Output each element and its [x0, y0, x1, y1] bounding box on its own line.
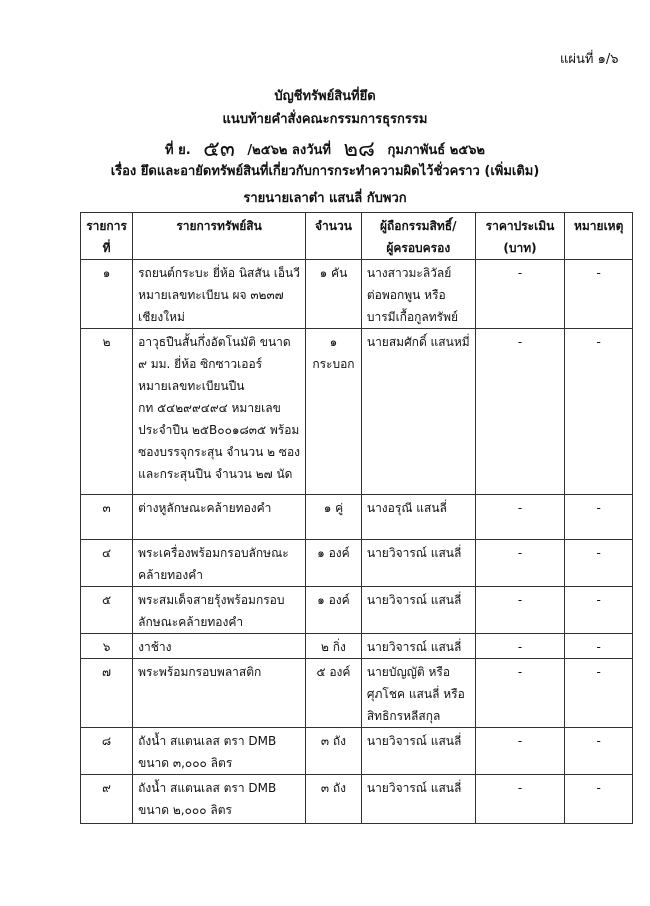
column-header-owner: ผู้ถือกรรมสิทธิ์/ ผู้ครอบครอง — [361, 213, 475, 260]
cell-asset: ถังน้ำ สแตนเลส ตรา DMB ขนาด ๒,๐๐๐ ลิตร — [133, 775, 306, 824]
cell-appraised-price: - — [475, 540, 565, 587]
cell-item-no: ๙ — [81, 775, 133, 824]
cell-remarks: - — [565, 728, 633, 775]
cell-quantity: ๓ ถัง — [306, 775, 362, 824]
cell-remarks: - — [565, 659, 633, 728]
cell-owner: นายวิจารณ์ แสนลี่ — [361, 540, 475, 587]
cell-appraised-price: - — [475, 775, 565, 824]
cell-item-no: ๓ — [81, 495, 133, 540]
cell-asset: ต่างหูลักษณะคล้ายทองคำ — [133, 495, 306, 540]
page-number: แผ่นที่ ๑/๖ — [560, 52, 619, 67]
cell-appraised-price: - — [475, 495, 565, 540]
cell-remarks: - — [565, 495, 633, 540]
cell-appraised-price: - — [475, 728, 565, 775]
column-header-item-no: รายการ ที่ — [81, 213, 133, 260]
cell-asset: อาวุธปืนสั้นกึ่งอัตโนมัติ ขนาด ๙ มม. ยี่ห้อ ซิกซาวเออร์ หมายเลขทะเบียนปืน กท ๕๔๒๙๙๔๙๔ หมายเลข ประจำปืน ๒๕B๐๐๑๘๓๕ พร้อม ซองบรรจุกระสุน จำนวน ๒ ซอง และกระสุนปืน จำนวน ๒๗ นัด — [133, 329, 306, 495]
document-title: บัญชีทรัพย์สินที่ยึด — [274, 89, 376, 104]
cell-quantity: ๑ กระบอก — [306, 329, 362, 495]
table-header-row — [81, 213, 633, 260]
cell-asset: งาช้าง — [133, 634, 306, 659]
cell-appraised-price: - — [475, 260, 565, 329]
case-name: รายนายเลาต๋า แสนลี่ กับพวก — [243, 191, 407, 206]
order-month-year: กุมภาพันธ์ ๒๕๖๒ — [387, 143, 485, 158]
cell-item-no: ๗ — [81, 659, 133, 728]
order-prefix: ที่ ย. — [164, 143, 191, 158]
cell-appraised-price: - — [475, 587, 565, 634]
cell-quantity: ๓ ถัง — [306, 728, 362, 775]
cell-remarks: - — [565, 587, 633, 634]
cell-item-no: ๒ — [81, 329, 133, 495]
cell-appraised-price: - — [475, 659, 565, 728]
table-row — [81, 587, 633, 634]
seized-assets-table — [80, 212, 633, 824]
cell-remarks: - — [565, 329, 633, 495]
column-header-remarks: หมายเหตุ — [565, 213, 633, 260]
column-header-quantity: จำนวน — [306, 213, 362, 260]
cell-quantity: ๑ องค์ — [306, 540, 362, 587]
cell-quantity: ๑ องค์ — [306, 587, 362, 634]
cell-owner: นายสมศักดิ์ แสนหมี่ — [361, 329, 475, 495]
cell-item-no: ๖ — [81, 634, 133, 659]
table-row — [81, 728, 633, 775]
cell-item-no: ๕ — [81, 587, 133, 634]
cell-quantity: ๑ คู่ — [306, 495, 362, 540]
cell-owner: นายวิจารณ์ แสนลี่ — [361, 775, 475, 824]
cell-owner: นายวิจารณ์ แสนลี่ — [361, 587, 475, 634]
cell-item-no: ๑ — [81, 260, 133, 329]
cell-appraised-price: - — [475, 634, 565, 659]
cell-owner: นายวิจารณ์ แสนลี่ — [361, 728, 475, 775]
cell-owner: นายวิจารณ์ แสนลี่ — [361, 634, 475, 659]
order-year: /๒๕๖๒ ลงวันที่ — [247, 143, 331, 158]
cell-remarks: - — [565, 260, 633, 329]
column-header-appraised-price: ราคาประเมิน (บาท) — [475, 213, 565, 260]
cell-remarks: - — [565, 634, 633, 659]
table-row — [81, 260, 633, 329]
cell-asset: รถยนต์กระบะ ยี่ห้อ นิสสัน เอ็นวี หมายเลขทะเบียน ผจ ๓๒๓๗ เชียงใหม่ — [133, 260, 306, 329]
cell-quantity: ๑ คัน — [306, 260, 362, 329]
cell-owner: นายบัญญัติ หรือ ศุภโชค แสนลี่ หรือ สิทธิกรหลีสกุล — [361, 659, 475, 728]
table-row — [81, 659, 633, 728]
cell-quantity: ๕ องค์ — [306, 659, 362, 728]
cell-owner: นางสาวมะลิวัลย์ ต่อพอกพูน หรือ บารมีเกื้อกูลทรัพย์ — [361, 260, 475, 329]
cell-quantity: ๒ กิ่ง — [306, 634, 362, 659]
document-subject: เรื่อง ยึดและอายัดทรัพย์สินที่เกี่ยวกับการกระทำความผิดไว้ชั่วคราว (เพิ่มเติม) — [110, 164, 540, 179]
order-number: ๕๓ — [203, 137, 235, 162]
cell-remarks: - — [565, 775, 633, 824]
table-row — [81, 495, 633, 540]
cell-remarks: - — [565, 540, 633, 587]
cell-asset: พระสมเด็จสายรุ้งพร้อมกรอบ ลักษณะคล้ายทองคำ — [133, 587, 306, 634]
cell-appraised-price: - — [475, 329, 565, 495]
table-row — [81, 634, 633, 659]
table-row — [81, 775, 633, 824]
cell-asset: พระเครื่องพร้อมกรอบลักษณะ คล้ายทองคำ — [133, 540, 306, 587]
column-header-asset: รายการทรัพย์สิน — [133, 213, 306, 260]
cell-owner: นางอรุณี แสนลี่ — [361, 495, 475, 540]
cell-asset: พระพร้อมกรอบพลาสติก — [133, 659, 306, 728]
cell-item-no: ๘ — [81, 728, 133, 775]
table-row — [81, 329, 633, 495]
cell-asset: ถังน้ำ สแตนเลส ตรา DMB ขนาด ๓,๐๐๐ ลิตร — [133, 728, 306, 775]
cell-item-no: ๔ — [81, 540, 133, 587]
table-row — [81, 540, 633, 587]
order-day: ๒๘ — [343, 137, 375, 162]
document-subtitle: แนบท้ายคำสั่งคณะกรรมการธุรกรรม — [222, 112, 428, 127]
